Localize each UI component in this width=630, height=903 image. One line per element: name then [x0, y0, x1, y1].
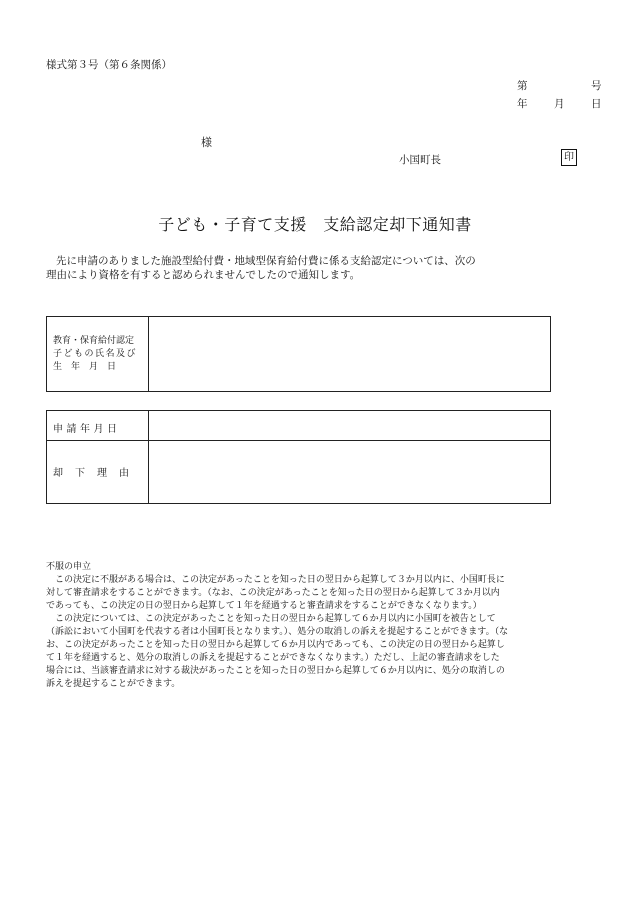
reason-label: 却下理由: [53, 468, 141, 479]
date-year-label: 年: [517, 98, 528, 110]
child-info-label-line-1: 教育・保育給付認定: [53, 336, 135, 346]
document-number-prefix: 第: [517, 80, 528, 92]
addressee-honorific: 様: [201, 136, 212, 149]
appeal-line: お、この決定があったことを知った日の翌日から起算して６か月以内であっても、この決定の日の翌日から起算し: [46, 640, 505, 650]
date-month-label: 月: [554, 98, 565, 110]
appeal-line: て１年を経過すると、処分の取消しの訴えを提起することができなくなります。）ただし、上記の審査請求をした: [46, 653, 500, 663]
appeal-line: この決定に不服がある場合は、この決定があったことを知った日の翌日から起算して３か月以内に、小国町長に: [46, 575, 505, 585]
appeal-line: 対して審査請求をすることができます。（なお、この決定があったことを知った日の翌日から起算して３か月以内: [46, 588, 500, 598]
child-info-label-line-3: 生 年 月 日: [53, 362, 117, 372]
appeal-line: 場合には、当該審査請求に対する裁決があったことを知った日の翌日から起算して６か月以内に、処分の取消しの: [46, 666, 505, 676]
row-divider: [47, 440, 550, 441]
appeal-line: 訴えを提起することができます。: [46, 679, 181, 689]
application-label-column: [47, 411, 149, 503]
child-info-label-line-2: 子どもの氏名及び: [53, 349, 138, 359]
date-day-label: 日: [591, 98, 602, 110]
appeal-line: であっても、この決定の日の翌日から起算して１年を経過すると審査請求をすることができなくなります。）: [46, 601, 482, 611]
intro-paragraph: [46, 254, 556, 282]
issuer-name: 小国町長: [399, 154, 441, 166]
child-info-label-cell: [47, 317, 149, 391]
appeal-line: （訴訟において小国町を代表する者は小国町長となります。）、処分の取消しの訴えを提起することができます。（な: [46, 627, 509, 637]
child-info-table: [46, 316, 551, 392]
child-info-label: [53, 335, 137, 374]
form-number: 様式第３号（第６条関係）: [46, 59, 172, 71]
apply-date-label: 申請年月日: [53, 424, 121, 435]
seal-mark: 印: [561, 149, 577, 166]
appeal-section: [46, 561, 566, 691]
intro-line-2: 理由により資格を有すると認められませんでしたので通知します。: [46, 269, 361, 281]
document-title: 子ども・子育て支援 支給認定却下通知書: [158, 215, 472, 234]
appeal-heading: 不服の申立: [46, 562, 92, 572]
application-table: [46, 410, 551, 504]
intro-line-1: 先に申請のありました施設型給付費・地域型保育給付費に係る支給認定については、次の: [56, 255, 476, 267]
appeal-line: この決定については、この決定があったことを知った日の翌日から起算して６か月以内に小国町を被告として: [46, 614, 496, 624]
document-number-suffix: 号: [591, 80, 602, 92]
